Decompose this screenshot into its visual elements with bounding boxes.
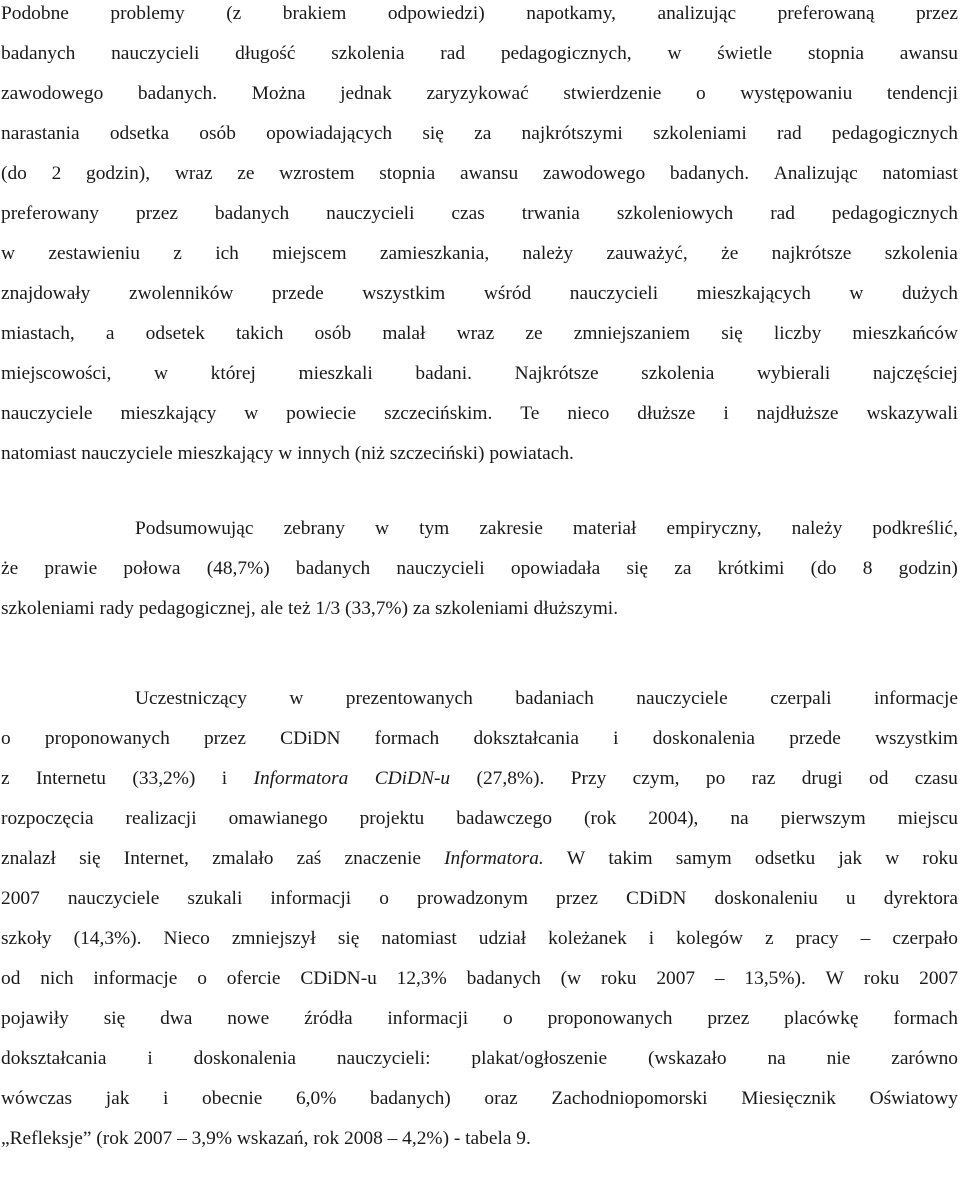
text-line: miastach, a odsetek takich osób malał wraz ze zmniejszaniem się liczby mieszkańców xyxy=(1,323,958,344)
text-line: „Refleksje” (rok 2007 – 3,9% wskazań, rok 2008 – 4,2%) - tabela 9. xyxy=(1,1128,531,1149)
text-line: szkoły (14,3%). Nieco zmniejszył się natomiast udział koleżanek i kolegów z pracy – czerpało xyxy=(1,928,958,949)
text-line: narastania odsetka osób opowiadających się za najkrótszymi szkoleniami rad pedagogicznych xyxy=(1,123,958,144)
text-line: znalazł się Internet, zmalało zaś znaczenie Informatora. W takim samym odsetku jak w roku xyxy=(1,848,958,869)
text-line: 2007 nauczyciele szukali informacji o prowadzonym przez CDiDN doskonaleniu u dyrektora xyxy=(1,888,958,909)
text-line: rozpoczęcia realizacji omawianego projektu badawczego (rok 2004), na pierwszym miejscu xyxy=(1,808,958,829)
text-line: badanych nauczycieli długość szkolenia rad pedagogicznych, w świetle stopnia awansu xyxy=(1,43,958,64)
text-line: miejscowości, w której mieszkali badani. Najkrótsze szkolenia wybierali najczęściej xyxy=(1,363,958,384)
text-line: w zestawieniu z ich miejscem zamieszkania, należy zauważyć, że najkrótsze szkolenia xyxy=(1,243,958,264)
text-line: pojawiły się dwa nowe źródła informacji o proponowanych przez placówkę formach xyxy=(1,1008,958,1029)
paragraph-training-length-by-rank-and-residence xyxy=(1,0,958,474)
text-line: Podobne problemy (z brakiem odpowiedzi) napotkamy, analizując preferowaną przez xyxy=(1,3,958,24)
text-line: że prawie połowa (48,7%) badanych nauczycieli opowiadała się za krótkimi (do 8 godzin) xyxy=(1,558,958,579)
paragraph-information-sources xyxy=(1,679,958,1159)
text-line: wówczas jak i obecnie 6,0% badanych) oraz Zachodniopomorski Miesięcznik Oświatowy xyxy=(1,1088,958,1109)
text-line: od nich informacje o ofercie CDiDN-u 12,3% badanych (w roku 2007 – 13,5%). W roku 2007 xyxy=(1,968,958,989)
text-line: dokształcania i doskonalenia nauczycieli: plakat/ogłoszenie (wskazało na nie zarówno xyxy=(1,1048,958,1069)
paragraph-summary-training-length xyxy=(1,509,958,629)
text-line: z Internetu (33,2%) i Informatora CDiDN-u (27,8%). Przy czym, po raz drugi od czasu xyxy=(1,768,958,789)
text-line: Uczestniczący w prezentowanych badaniach nauczyciele czerpali informacje xyxy=(135,688,958,709)
text-line: zawodowego badanych. Można jednak zaryzykować stwierdzenie o występowaniu tendencji xyxy=(1,83,958,104)
text-line: Podsumowując zebrany w tym zakresie materiał empiryczny, należy podkreślić, xyxy=(135,518,958,539)
text-line: natomiast nauczyciele mieszkający w innych (niż szczeciński) powiatach. xyxy=(1,443,574,464)
text-line: preferowany przez badanych nauczycieli czas trwania szkoleniowych rad pedagogicznych xyxy=(1,203,958,224)
text-line: nauczyciele mieszkający w powiecie szczecińskim. Te nieco dłuższe i najdłuższe wskazywali xyxy=(1,403,958,424)
text-line: o proponowanych przez CDiDN formach dokształcania i doskonalenia przede wszystkim xyxy=(1,728,958,749)
text-line: szkoleniami rady pedagogicznej, ale też 1/3 (33,7%) za szkoleniami dłuższymi. xyxy=(1,598,619,619)
text-line: (do 2 godzin), wraz ze wzrostem stopnia awansu zawodowego badanych. Analizując natomiast xyxy=(1,163,958,184)
text-line: znajdowały zwolenników przede wszystkim wśród nauczycieli mieszkających w dużych xyxy=(1,283,958,304)
